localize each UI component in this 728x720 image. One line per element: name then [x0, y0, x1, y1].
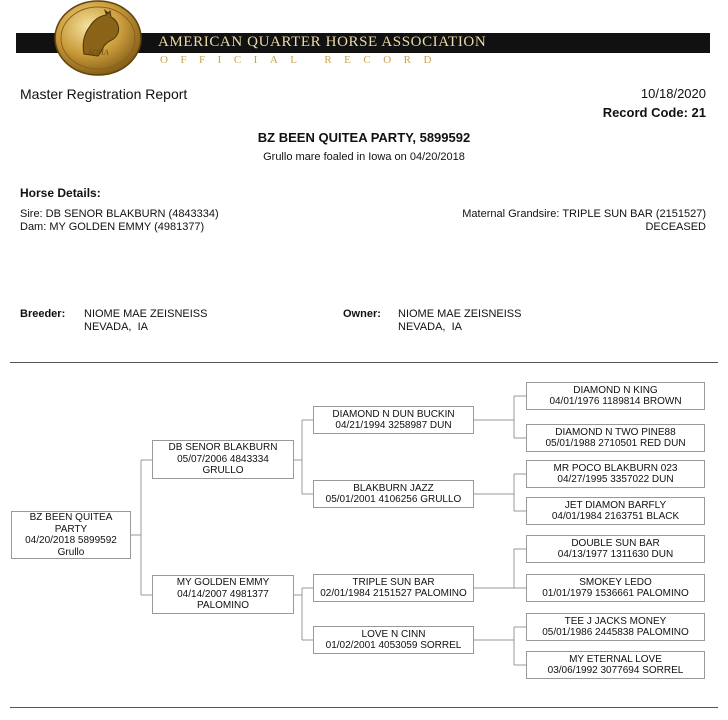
great-grandparent-name: DIAMOND N KING: [573, 384, 658, 396]
pedigree-great-grandparent: [526, 424, 705, 452]
great-grandparent-info: 01/01/1979 1536661 PALOMINO: [542, 588, 689, 599]
grandparent-info: 02/01/1984 2151527 PALOMINO: [320, 588, 467, 599]
great-grandparent-name: TEE J JACKS MONEY: [564, 615, 667, 627]
subject-name-line1: BZ BEEN QUITEA: [29, 512, 113, 523]
dam-color: PALOMINO: [196, 600, 250, 612]
great-grandparent-info: 04/13/1977 1311630 DUN: [557, 549, 674, 560]
dam-name: MY GOLDEN EMMY: [176, 577, 270, 589]
grandparent-name: DIAMOND N DUN BUCKIN: [332, 408, 455, 420]
great-grandparent-name: DIAMOND N TWO PINE88: [555, 426, 676, 438]
pedigree-grandparent: [313, 626, 474, 654]
details-heading: Horse Details:: [20, 186, 101, 200]
pedigree-great-grandparent: [526, 574, 705, 602]
sire-info: 05/07/2006 4843334: [177, 453, 269, 465]
pedigree-great-grandparent: [526, 535, 705, 563]
pedigree-great-grandparent: [526, 382, 705, 410]
official-record-subtitle: OFFICIAL RECORD: [160, 54, 444, 66]
dam-line: Dam: MY GOLDEN EMMY (4981377): [20, 221, 205, 233]
maternal-grandsire-status: DECEASED: [645, 221, 706, 233]
great-grandparent-info: 04/27/1995 3357022 DUN: [557, 474, 674, 485]
pedigree-great-grandparent: [526, 651, 705, 679]
grandparent-name: BLAKBURN JAZZ: [353, 482, 434, 494]
great-grandparent-info: 03/06/1992 3077694 SORREL: [547, 665, 684, 676]
pedigree-grandparent: [313, 480, 474, 508]
dam-info: 04/14/2007 4981377: [177, 588, 269, 600]
breeder-name: NIOME MAE ZEISNEISS: [84, 308, 208, 320]
owner-location: NEVADA, IA: [398, 321, 462, 333]
pedigree-great-grandparent: [526, 613, 705, 641]
great-grandparent-info: 05/01/1988 2710501 RED DUN: [545, 438, 686, 449]
great-grandparent-info: 04/01/1984 2163751 BLACK: [551, 511, 680, 522]
grandparent-info: 05/01/2001 4106256 GRULLO: [325, 494, 462, 505]
pedigree-dam: [152, 575, 294, 614]
owner-name: NIOME MAE ZEISNEISS: [398, 308, 522, 320]
subject-color: Grullo: [57, 546, 85, 558]
great-grandparent-name: JET DIAMON BARFLY: [564, 499, 667, 511]
pedigree-great-grandparent: [526, 460, 705, 488]
grandparent-name: TRIPLE SUN BAR: [352, 576, 435, 588]
report-date: 10/18/2020: [640, 86, 706, 101]
maternal-grandsire-line: Maternal Grandsire: TRIPLE SUN BAR (2151527): [462, 208, 706, 220]
owner-label: Owner:: [343, 308, 381, 320]
great-grandparent-name: SMOKEY LEDO: [579, 576, 652, 588]
great-grandparent-name: MR POCO BLAKBURN 023: [553, 462, 678, 474]
subject-info: 04/20/2018 5899592: [25, 535, 117, 546]
pedigree-sire: [152, 440, 294, 479]
pedigree-subject: [11, 511, 131, 559]
report-title: Master Registration Report: [20, 86, 188, 102]
great-grandparent-name: DOUBLE SUN BAR: [571, 537, 660, 549]
great-grandparent-info: 05/01/1986 2445838 PALOMINO: [542, 627, 689, 638]
sire-line: Sire: DB SENOR BLAKBURN (4843334): [20, 208, 219, 220]
sire-name: DB SENOR BLAKBURN: [168, 442, 278, 454]
subject-name-line2: PARTY: [54, 523, 88, 535]
horse-description: Grullo mare foaled in Iowa on 04/20/2018: [263, 151, 465, 163]
grandparent-info: 01/02/2001 4053059 SORREL: [325, 640, 462, 651]
pedigree-grandparent: [313, 406, 474, 434]
horse-name: BZ BEEN QUITEA PARTY, 5899592: [257, 130, 471, 145]
organization-name: AMERICAN QUARTER HORSE ASSOCIATION: [158, 34, 487, 50]
pedigree-grandparent: [313, 574, 474, 602]
grandparent-name: LOVE N CINN: [361, 628, 426, 640]
great-grandparent-name: MY ETERNAL LOVE: [569, 653, 662, 665]
logo-text: AQHA: [87, 48, 109, 57]
grandparent-info: 04/21/1994 3258987 DUN: [335, 420, 452, 431]
breeder-label: Breeder:: [20, 308, 66, 320]
record-code: Record Code: 21: [602, 105, 706, 120]
great-grandparent-info: 04/01/1976 1189814 BROWN: [549, 396, 682, 407]
sire-color: GRULLO: [202, 465, 244, 477]
pedigree-great-grandparent: [526, 497, 705, 525]
breeder-location: NEVADA, IA: [84, 321, 148, 333]
